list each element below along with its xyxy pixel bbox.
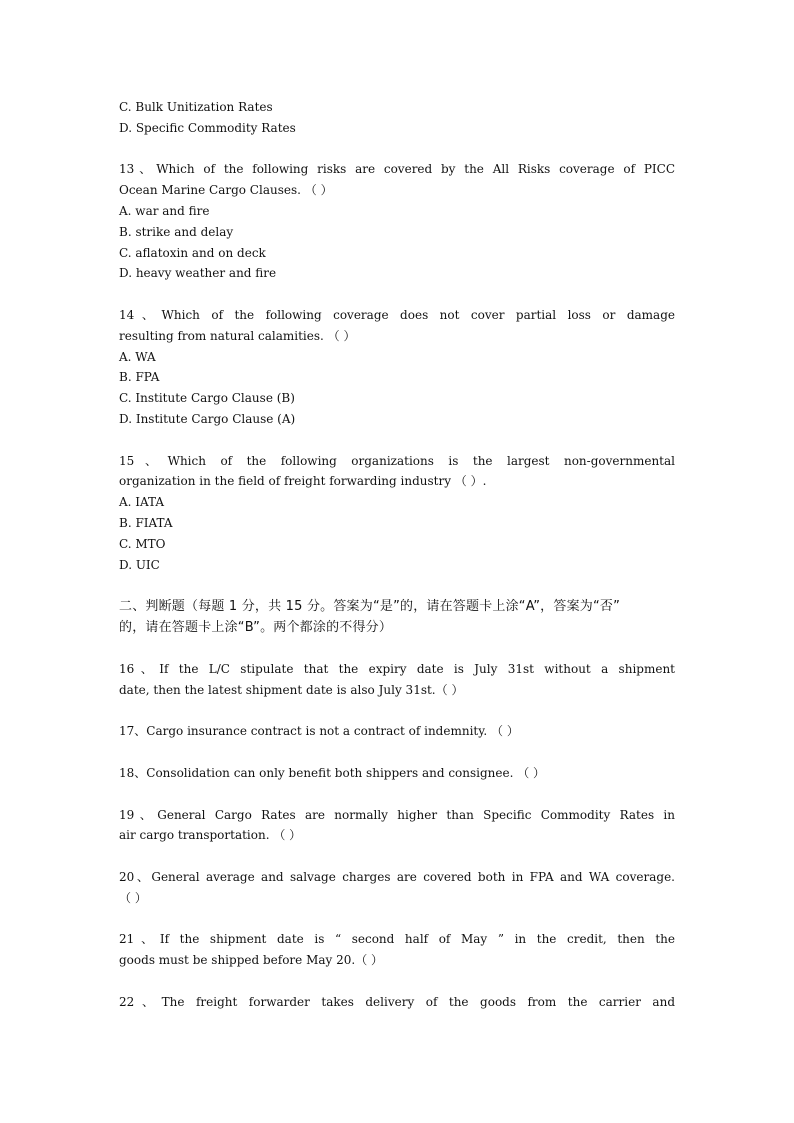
question-text-cont: organization in the field of freight forwarding industry （ ）. xyxy=(119,474,487,489)
section-heading-line2: 的，请在答题卡上涂“B”。两个都涂的不得分） xyxy=(119,620,393,636)
section-heading-line1: 二、判断题（每题 1 分，共 15 分。答案为“是”的，请在答题卡上涂“A”，答案为“否” xyxy=(119,599,621,615)
question-text: 17、Cargo insurance contract is not a contract of indemnity. （ ） xyxy=(119,724,519,739)
option-b: B. FIATA xyxy=(119,515,173,530)
question-text-cont: Ocean Marine Cargo Clauses. （ ） xyxy=(119,183,333,198)
question-text-cont: resulting from natural calamities. （ ） xyxy=(119,328,356,343)
question-text-cont: goods must be shipped before May 20.（ ） xyxy=(119,953,384,968)
question-19 xyxy=(119,805,675,847)
option-d: D. Specific Commodity Rates xyxy=(119,120,296,135)
question-text: 19、General Cargo Rates are normally higher than Specific Commodity Rates in xyxy=(119,807,675,822)
question-14 xyxy=(119,305,675,430)
question-20 xyxy=(119,867,675,909)
question-16 xyxy=(119,659,675,701)
question-21 xyxy=(119,929,675,971)
question-17 xyxy=(119,721,675,742)
question-text: 20、General average and salvage charges are covered both in FPA and WA coverage. xyxy=(119,869,675,884)
option-b: B. FPA xyxy=(119,370,160,385)
section-heading-true-false xyxy=(119,596,675,638)
option-d: D. Institute Cargo Clause (A) xyxy=(119,411,296,426)
question-text: 18、Consolidation can only benefit both shippers and consignee. （ ） xyxy=(119,765,546,780)
question-text: 13、Which of the following risks are covered by the All Risks coverage of PICC xyxy=(119,162,675,177)
question-text: 22、The freight forwarder takes delivery of the goods from the carrier and xyxy=(119,994,675,1009)
question-18 xyxy=(119,763,675,784)
exam-page xyxy=(119,97,675,1012)
option-c: C. MTO xyxy=(119,536,166,551)
question-text: 16、If the L/C stipulate that the expiry date is July 31st without a shipment xyxy=(119,661,675,676)
question-13 xyxy=(119,159,675,284)
question-text: 21、If the shipment date is “ second half of May ” in the credit, then the xyxy=(119,932,675,947)
question-12-tail xyxy=(119,97,675,139)
question-22 xyxy=(119,992,675,1013)
option-d: D. UIC xyxy=(119,557,160,572)
option-c: C. Institute Cargo Clause (B) xyxy=(119,391,295,406)
option-a: A. WA xyxy=(119,349,156,364)
option-a: A. war and fire xyxy=(119,203,210,218)
option-a: A. IATA xyxy=(119,495,165,510)
question-text-cont: air cargo transportation. （ ） xyxy=(119,828,302,843)
question-text: 15、Which of the following organizations is the largest non-governmental xyxy=(119,453,675,468)
option-c: C. aflatoxin and on deck xyxy=(119,245,266,260)
question-text-cont: date, then the latest shipment date is also July 31st.（ ） xyxy=(119,682,464,697)
option-c: C. Bulk Unitization Rates xyxy=(119,100,273,114)
option-d: D. heavy weather and fire xyxy=(119,266,277,281)
question-15 xyxy=(119,451,675,576)
option-b: B. strike and delay xyxy=(119,224,234,239)
question-text-cont: （ ） xyxy=(119,890,147,905)
question-text: 14、Which of the following coverage does not cover partial loss or damage xyxy=(119,307,675,322)
